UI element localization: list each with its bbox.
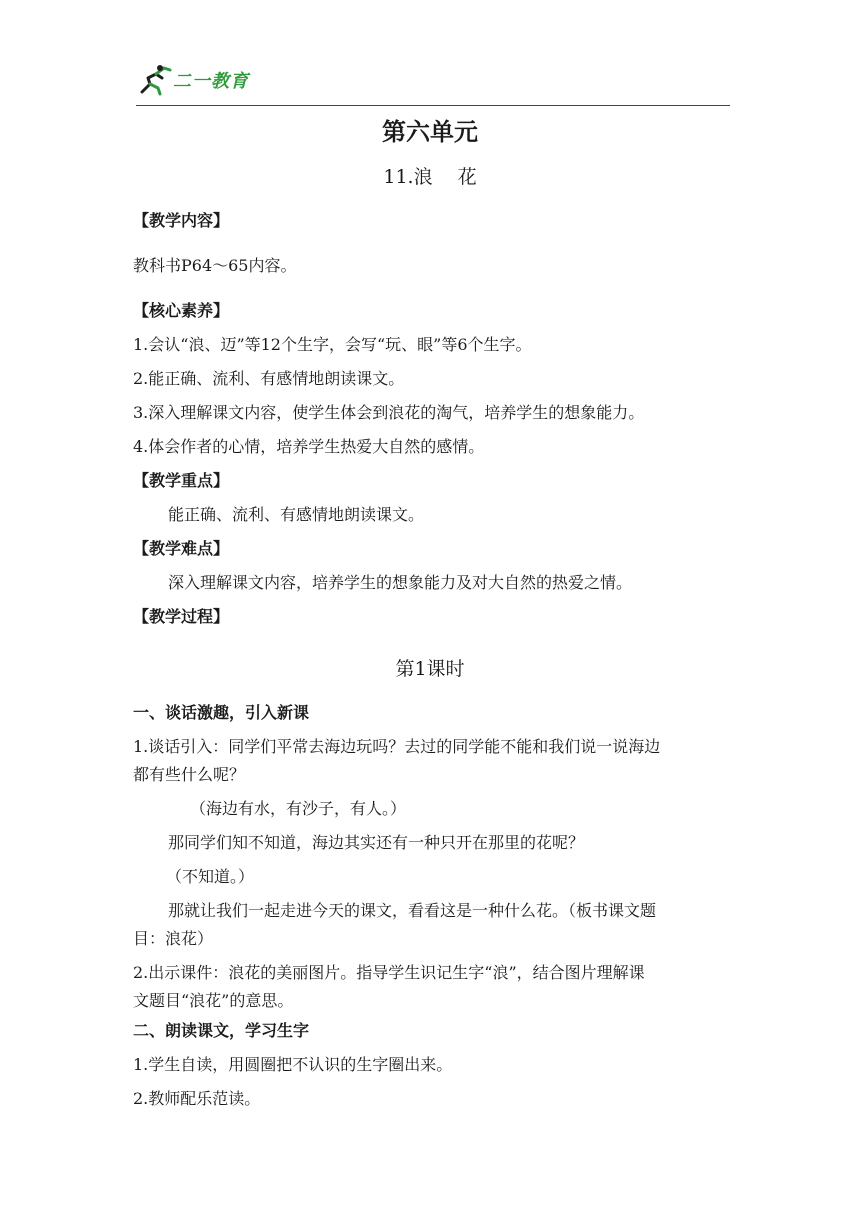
part1-line: 目：浪花） <box>133 929 214 948</box>
part2-heading: 二、朗读课文，学习生字 <box>133 1021 310 1040</box>
section-heading-difficult: 【教学难点】 <box>133 539 230 558</box>
difficult-text: 深入理解课文内容，培养学生的想象能力及对大自然的热爱之情。 <box>168 573 633 592</box>
key-text: 能正确、流利、有感情地朗读课文。 <box>168 505 425 524</box>
part2-line: 2.教师配乐范读。 <box>133 1089 261 1108</box>
unit-title: 第六单元 <box>382 118 478 146</box>
part1-line: 文题目“浪花”的意思。 <box>133 991 294 1010</box>
logo-text: 二一教育 <box>173 71 249 92</box>
section-heading-process: 【教学过程】 <box>133 607 230 626</box>
part1-line: 2.出示课件：浪花的美丽图片。指导学生识记生字“浪”，结合图片理解课 <box>133 963 645 982</box>
section-heading-key: 【教学重点】 <box>133 471 230 490</box>
part1-line: 都有些什么呢？ <box>133 765 246 784</box>
part1-heading: 一、谈话激趣，引入新课 <box>133 703 310 722</box>
header-divider <box>136 105 730 106</box>
part1-line: 那同学们知不知道，海边其实还有一种只开在那里的花呢？ <box>168 833 585 852</box>
part1-line: （海边有水，有沙子，有人。） <box>190 799 407 818</box>
brand-logo <box>136 62 296 98</box>
part2-line: 1.学生自读，用圆圈把不认识的生字圈出来。 <box>133 1055 453 1074</box>
period-title: 第1课时 <box>395 658 465 680</box>
lesson-title: 11.浪 花 <box>383 166 477 188</box>
literacy-item: 1.会认“浪、迈”等12个生字，会写“玩、眼”等6个生字。 <box>133 335 532 354</box>
part1-line: 1.谈话引入：同学们平常去海边玩吗？去过的同学能不能和我们说一说海边 <box>133 737 661 756</box>
section-heading-content: 【教学内容】 <box>133 211 230 230</box>
literacy-item: 2.能正确、流利、有感情地朗读课文。 <box>133 369 405 388</box>
part1-line: 那就让我们一起走进今天的课文，看看这是一种什么花。（板书课文题 <box>168 901 657 920</box>
literacy-item: 3.深入理解课文内容，使学生体会到浪花的淘气，培养学生的想象能力。 <box>133 403 645 422</box>
literacy-item: 4.体会作者的心情，培养学生热爱大自然的感情。 <box>133 437 485 456</box>
content-text: 教科书P64～65内容。 <box>133 256 297 275</box>
section-heading-literacy: 【核心素养】 <box>133 301 230 320</box>
part1-line: （不知道。） <box>166 867 255 886</box>
running-figure-icon <box>136 62 172 98</box>
